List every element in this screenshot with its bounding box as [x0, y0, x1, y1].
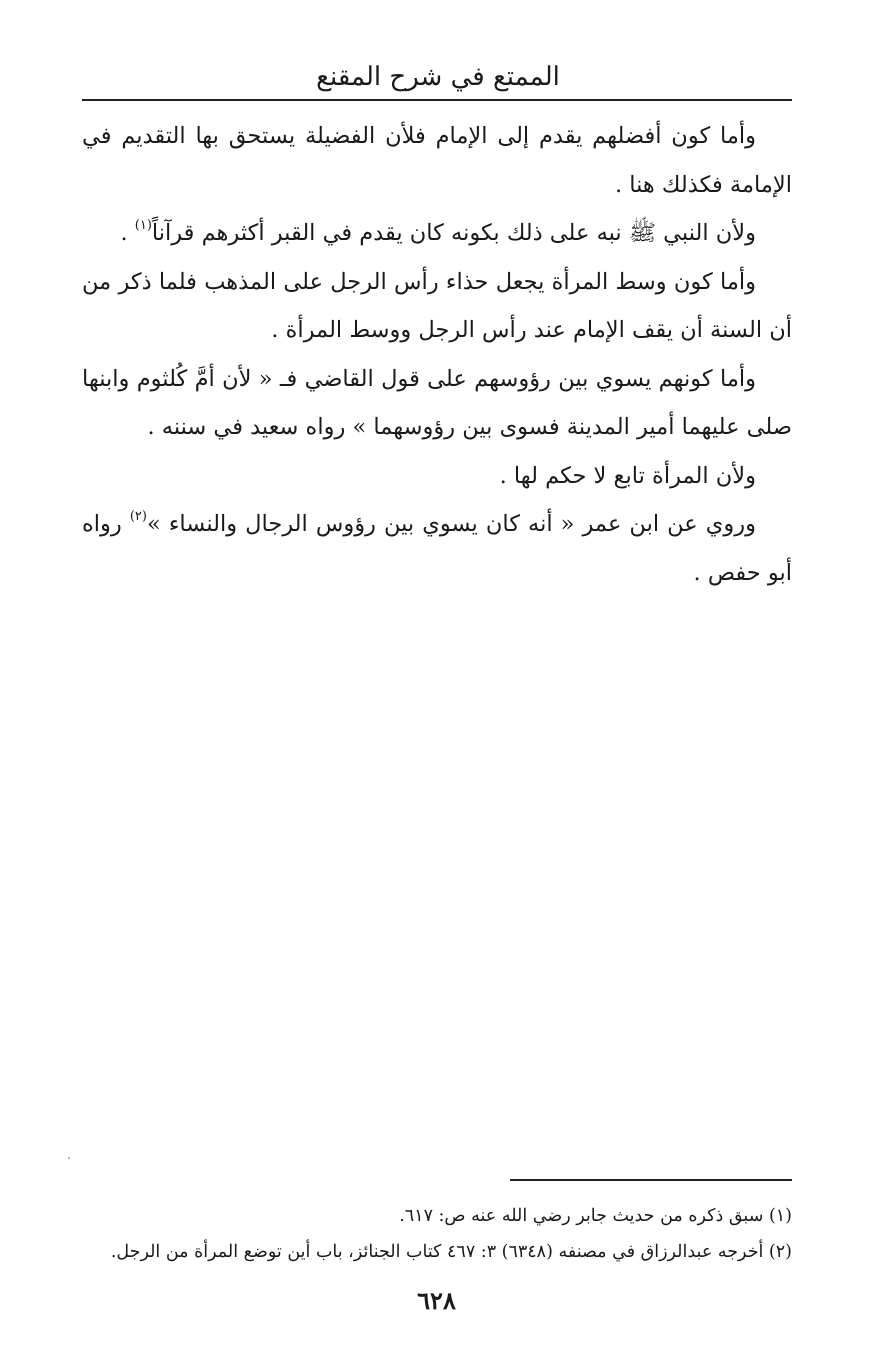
footnote: (١) سبق ذكره من حديث جابر رضي الله عنه ص: ٦١٧. — [399, 1206, 792, 1226]
paragraph-tail: . — [120, 220, 135, 246]
paragraph-text: ولأن المرأة تابع لا حكم لها . — [499, 462, 756, 489]
paragraph-text: وأما كون أفضلهم يقدم إلى الإمام فلأن الفضيلة يستحق بها التقديم في الإمامة فكذلك هنا . — [82, 123, 792, 198]
paragraph-text: ولأن النبي ﷺ نبه على ذلك بكونه كان يقدم في القبر أكثرهم قرآناً — [151, 220, 756, 246]
paragraph-text: وأما كون وسط المرأة يجعل حذاء رأس الرجل على المذهب فلما ذكر من أن السنة أن يقف الإمام عند رأس الرجل ووسط المرأة . — [82, 268, 792, 343]
footnotes — [82, 1198, 792, 1270]
header-rule — [82, 99, 792, 101]
footnote-rule — [510, 1179, 792, 1181]
footnote-reference: (٢) — [129, 509, 147, 524]
paragraph — [82, 452, 792, 501]
footnote-reference: (١) — [134, 218, 152, 233]
paragraph — [82, 258, 792, 355]
paragraph-line — [82, 500, 792, 597]
running-title: الممتع في شرح المقنع — [316, 62, 560, 92]
paragraph — [82, 500, 792, 597]
paragraph — [82, 209, 792, 258]
paragraph-text: وأما كونهم يسوي بين رؤوسهم على قول القاضي فـ « لأن أمَّ كُلثوم وابنها صلى عليهما أمير المدينة فسوى بين رؤوسهما » رواه سعيد في سننه . — [82, 365, 792, 440]
paragraph-text: وروي عن ابن عمر « أنه كان يسوي بين رؤوس الرجال والنساء » — [146, 511, 756, 537]
paragraph-tail: رواه أبو حفص . — [82, 511, 792, 586]
paragraph — [82, 355, 792, 452]
page-number: ٦٢٨ — [417, 1286, 456, 1315]
paper-speck — [68, 1157, 70, 1159]
footnote: (٢) أخرجه عبدالرزاق في مصنفه (٦٣٤٨) ٣: ٤٦٧ كتاب الجنائز، باب أين توضع المرأة من الرجل. — [110, 1242, 792, 1262]
main-text — [82, 112, 792, 597]
paragraph-line — [82, 209, 792, 258]
paragraph — [82, 112, 792, 209]
